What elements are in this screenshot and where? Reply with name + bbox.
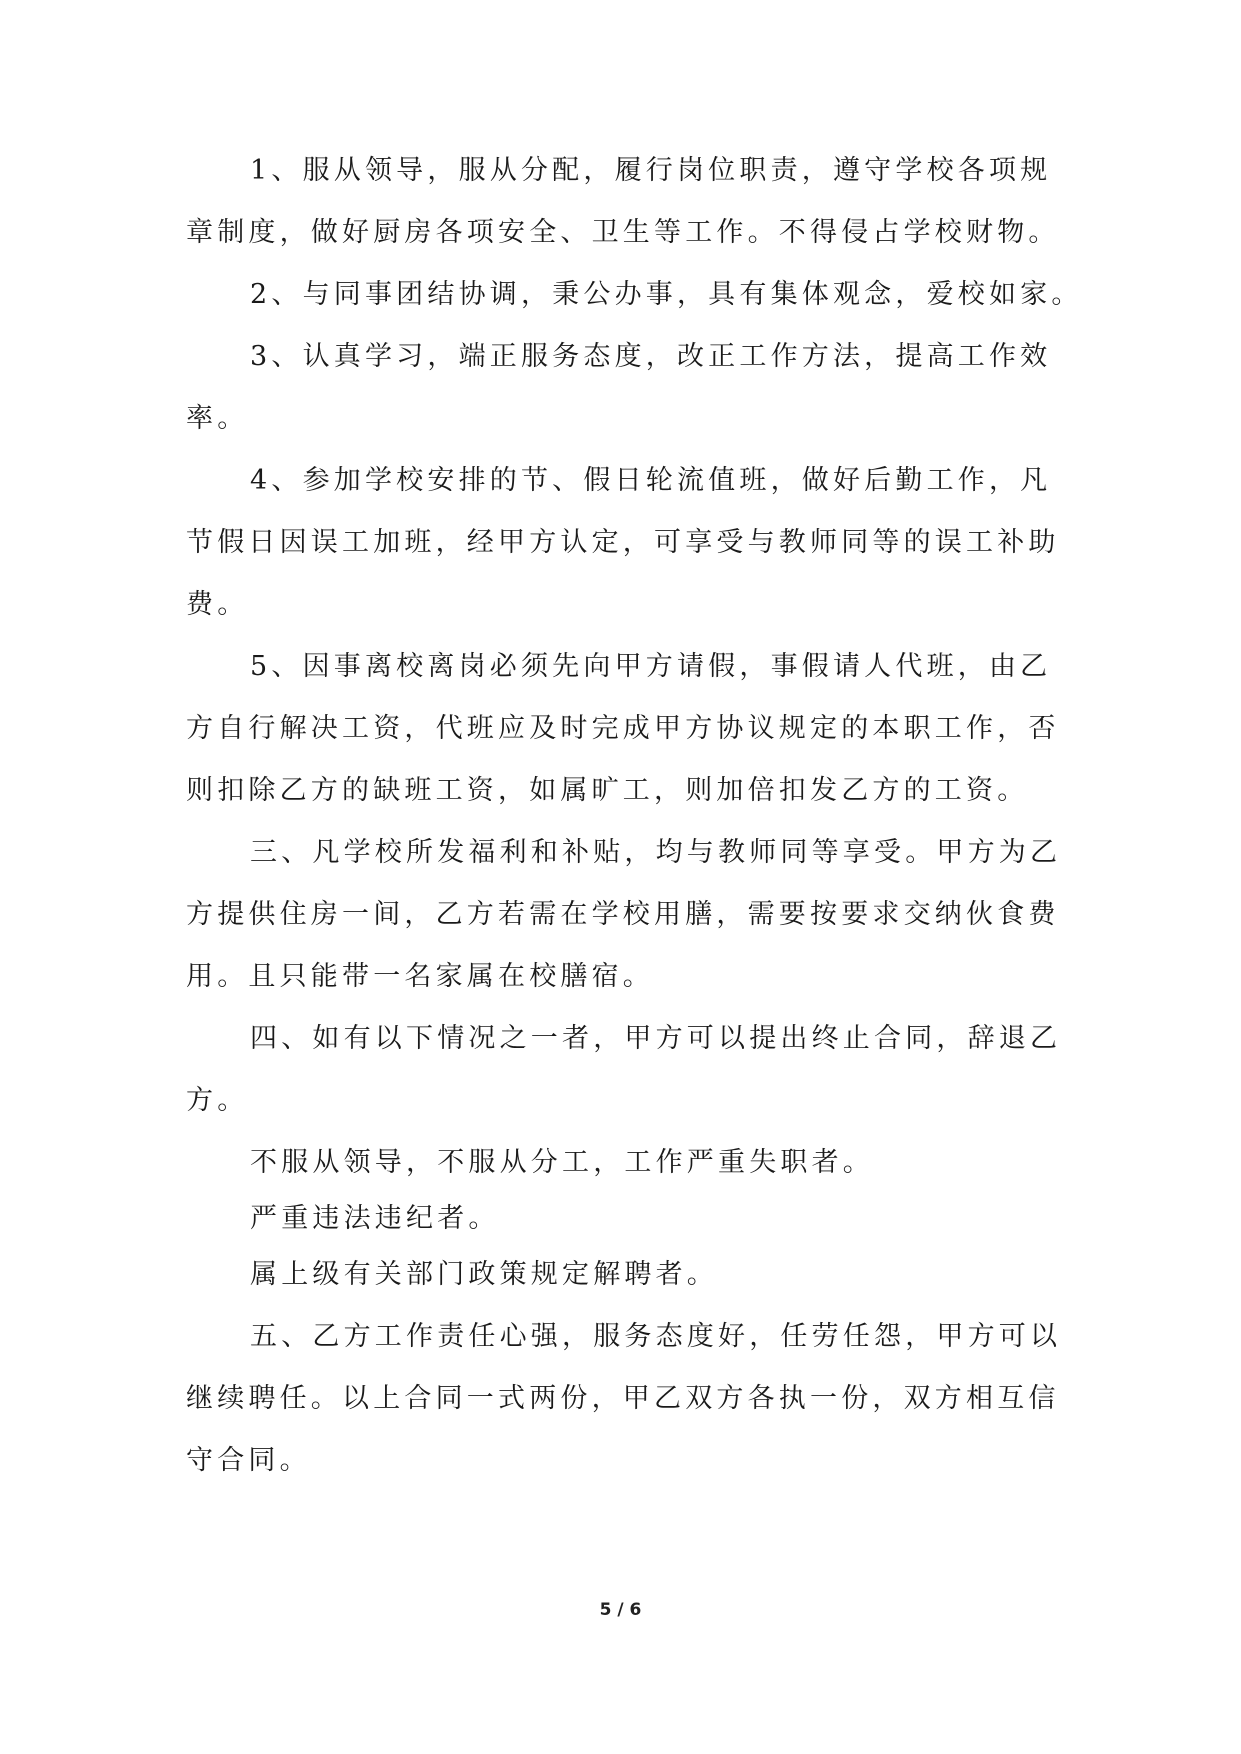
text-line: 率。 <box>186 403 249 434</box>
text-line: 章制度，做好厨房各项安全、卫生等工作。不得侵占学校财物。 <box>186 217 1060 248</box>
text-line: 节假日因误工加班，经甲方认定，可享受与教师同等的误工补助 <box>186 527 1060 558</box>
text-line: 3、认真学习，端正服务态度，改正工作方法，提高工作效 <box>250 341 1052 372</box>
text-line: 方。 <box>186 1085 249 1116</box>
text-line: 三、凡学校所发福利和补贴，均与教师同等享受。甲方为乙 <box>250 837 1062 868</box>
text-line: 方自行解决工资，代班应及时完成甲方协议规定的本职工作，否 <box>186 713 1060 744</box>
text-line: 1、服从领导，服从分配，履行岗位职责，遵守学校各项规 <box>250 155 1052 186</box>
text-line: 严重违法违纪者。 <box>250 1203 500 1234</box>
text-line: 守合同。 <box>186 1445 311 1476</box>
text-line: 继续聘任。以上合同一式两份，甲乙双方各执一份，双方相互信 <box>186 1383 1060 1414</box>
text-line: 则扣除乙方的缺班工资，如属旷工，则加倍扣发乙方的工资。 <box>186 775 1029 806</box>
text-line: 5、因事离校离岗必须先向甲方请假，事假请人代班，由乙 <box>250 651 1052 682</box>
text-line: 4、参加学校安排的节、假日轮流值班，做好后勤工作，凡 <box>250 465 1052 496</box>
text-line: 方提供住房一间，乙方若需在学校用膳，需要按要求交纳伙食费 <box>186 899 1060 930</box>
text-line: 2、与同事团结协调，秉公办事，具有集体观念，爱校如家。 <box>250 279 1083 310</box>
page-number: 5 / 6 <box>599 1600 642 1620</box>
text-line: 四、如有以下情况之一者，甲方可以提出终止合同，辞退乙 <box>250 1023 1062 1054</box>
text-line: 用。且只能带一名家属在校膳宿。 <box>186 961 654 992</box>
document-body <box>186 150 1083 1481</box>
text-line: 五、乙方工作责任心强，服务态度好，任劳任怨，甲方可以 <box>250 1321 1062 1352</box>
text-line: 属上级有关部门政策规定解聘者。 <box>250 1259 718 1290</box>
text-line: 费。 <box>186 589 249 620</box>
text-line: 不服从领导，不服从分工，工作严重失职者。 <box>250 1147 874 1178</box>
